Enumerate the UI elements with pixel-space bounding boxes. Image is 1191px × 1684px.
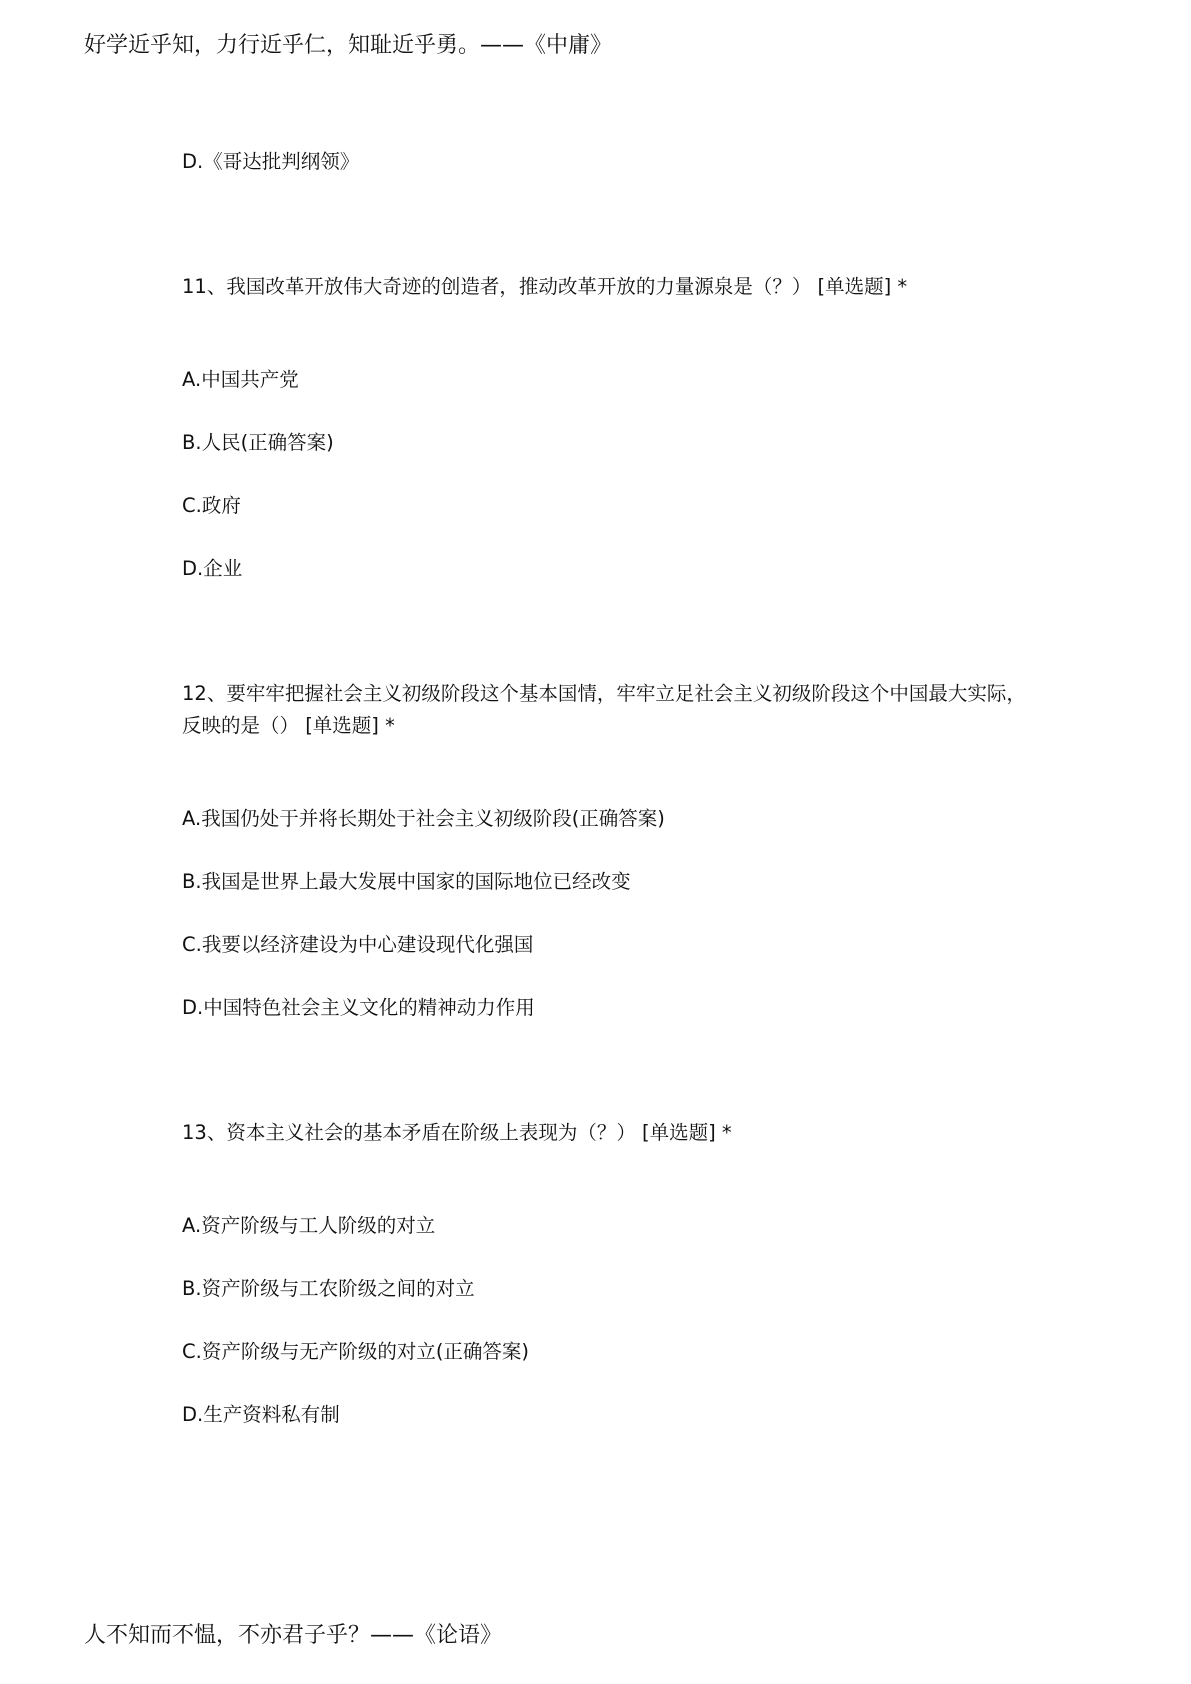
question-12-option-c: C.我要以经济建设为中心建设现代化强国	[182, 933, 534, 956]
question-12-text: 12、要牢牢把握社会主义初级阶段这个基本国情，牢牢立足社会主义初级阶段这个中国最大实际，反映的是（） [单选题] *	[182, 682, 1026, 737]
question-11-option-c: C.政府	[182, 494, 241, 517]
question-11-option-b: B.人民(正确答案)	[182, 431, 334, 454]
question-12-option-a: A.我国仍处于并将长期处于社会主义初级阶段(正确答案)	[182, 807, 665, 830]
question-13-option-b: B.资产阶级与工农阶级之间的对立	[182, 1277, 475, 1300]
question-13-option-a: A.资产阶级与工人阶级的对立	[182, 1214, 436, 1237]
header-quote: 好学近乎知，力行近乎仁，知耻近乎勇。——《中庸》	[84, 33, 613, 58]
question-13-option-d: D.生产资料私有制	[182, 1403, 340, 1426]
question-11-option-d: D.企业	[182, 557, 243, 580]
footer-quote: 人不知而不愠，不亦君子乎？——《论语》	[84, 1623, 503, 1648]
question-11-option-a: A.中国共产党	[182, 368, 299, 391]
prev-question-option-d: D.《哥达批判纲领》	[182, 150, 360, 173]
question-12-option-b: B.我国是世界上最大发展中国家的国际地位已经改变	[182, 870, 631, 893]
question-12-option-d: D.中国特色社会主义文化的精神动力作用	[182, 996, 535, 1019]
question-11-text: 11、我国改革开放伟大奇迹的创造者，推动改革开放的力量源泉是（？） [单选题] *	[182, 275, 908, 298]
question-13-text: 13、资本主义社会的基本矛盾在阶级上表现为（？） [单选题] *	[182, 1121, 732, 1144]
question-13-option-c: C.资产阶级与无产阶级的对立(正确答案)	[182, 1340, 530, 1363]
